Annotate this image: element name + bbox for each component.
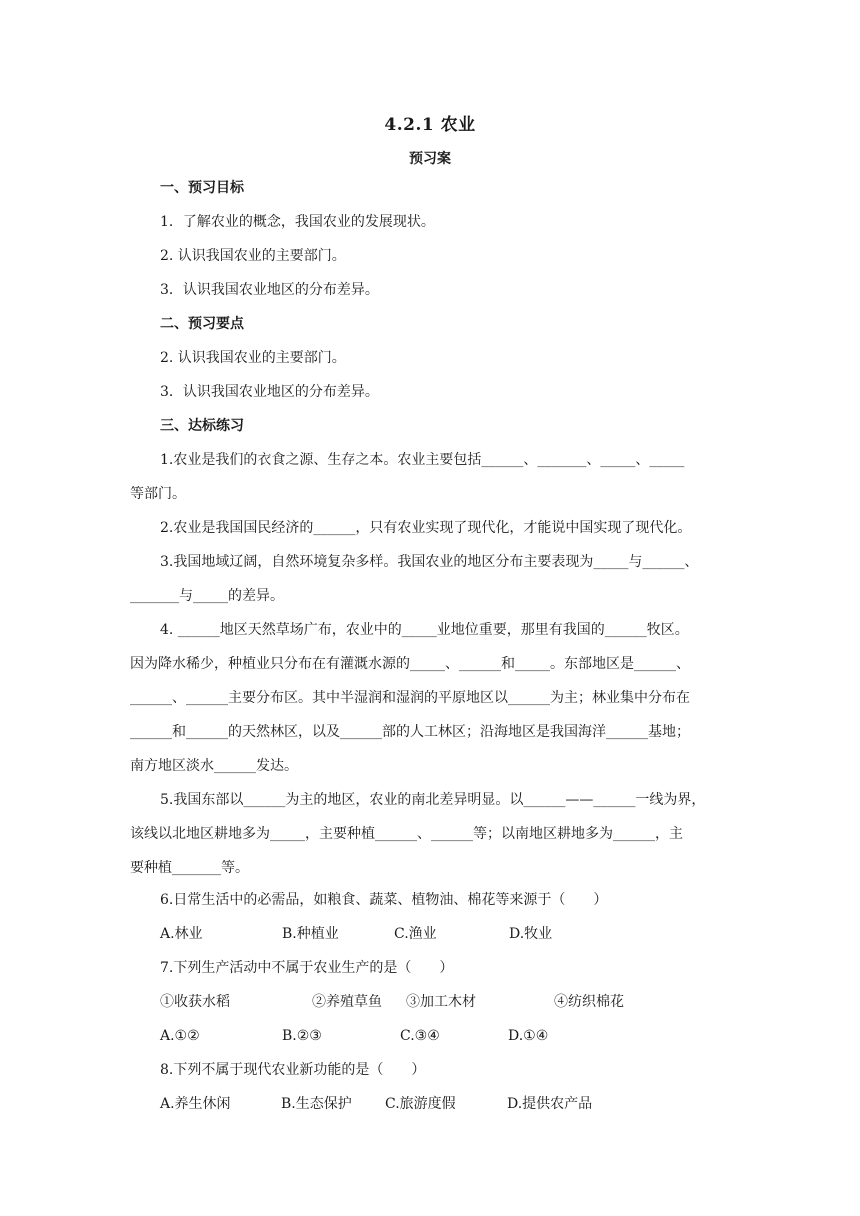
question-4-line: 4. ______地区天然草场广布，农业中的_____业地位重要，那里有我国的______牧区。 (160, 622, 689, 638)
question-6-stem: 6.日常生活中的必需品，如粮食、蔬菜、植物油、棉花等来源于（ ） (160, 892, 608, 908)
keypoint-item: 3．认识我国农业地区的分布差异。 (160, 384, 379, 400)
question-7-stem: 7.下列生产活动中不属于农业生产的是（ ） (160, 960, 454, 976)
question-7-items (160, 992, 624, 1012)
item-1: ①收获水稻 (160, 994, 230, 1010)
option-b: B.种植业 (282, 926, 339, 942)
option-d: D.牧业 (509, 926, 553, 942)
goal-item: 1．了解农业的概念，我国农业的发展现状。 (160, 214, 435, 230)
option-d: D.①④ (508, 1028, 549, 1044)
page-subtitle: 预习案 (409, 151, 451, 167)
page-title: 4.2.1 农业 (384, 115, 476, 135)
question-5-line: 该线以北地区耕地多为_____，主要种植______、______等；以南地区耕地多为______，主 (130, 826, 683, 842)
question-1-line: 1.农业是我们的衣食之源、生存之本。农业主要包括______、_______、_____、_____ (160, 452, 685, 468)
option-b: B.生态保护 (281, 1096, 352, 1112)
option-c: C.渔业 (394, 926, 437, 942)
goal-item: 2. 认识我国农业的主要部门。 (160, 248, 346, 264)
section-heading-goals: 一、预习目标 (160, 180, 244, 196)
question-7-options (160, 1026, 548, 1046)
keypoint-item: 2. 认识我国农业的主要部门。 (160, 350, 346, 366)
question-5-line: 要种植_______等。 (130, 860, 249, 876)
option-c: C.③④ (400, 1028, 440, 1044)
item-3: ③加工木材 (406, 994, 476, 1010)
question-4-line: 南方地区淡水______发达。 (130, 758, 298, 774)
section-heading-exercises: 三、达标练习 (160, 418, 244, 434)
item-2: ②养殖草鱼 (312, 994, 382, 1010)
question-8-stem: 8.下列不属于现代农业新功能的是（ ） (160, 1062, 426, 1078)
question-6-options (160, 924, 552, 944)
question-1-line: 等部门。 (130, 486, 186, 502)
section-heading-keypoints: 二、预习要点 (160, 316, 244, 332)
question-5-line: 5.我国东部以______为主的地区，农业的南北差异明显。以______——______一线为界， (160, 792, 706, 808)
option-a: A.林业 (160, 926, 203, 942)
item-4: ④纺织棉花 (554, 994, 624, 1010)
question-2-line: 2.农业是我国国民经济的______，只有农业实现了现代化，才能说中国实现了现代化。 (160, 520, 692, 536)
option-d: D.提供农产品 (507, 1096, 593, 1112)
question-3-line: _______与_____的差异。 (130, 588, 284, 604)
question-4-line: ______、______主要分布区。其中半湿润和湿润的平原地区以______为主；林业集中分布在 (130, 690, 690, 706)
question-4-line: ______和______的天然林区，以及______部的人工林区；沿海地区是我国海洋______基地； (130, 724, 690, 740)
question-3-line: 3.我国地域辽阔，自然环境复杂多样。我国农业的地区分布主要表现为_____与______、 (160, 554, 699, 570)
question-4-line: 因为降水稀少，种植业只分布在有灌溉水源的_____、______和_____。东部地区是______、 (130, 656, 690, 672)
option-a: A.养生休闲 (160, 1096, 231, 1112)
option-a: A.①② (160, 1028, 200, 1044)
goal-item: 3．认识我国农业地区的分布差异。 (160, 282, 379, 298)
option-b: B.②③ (282, 1028, 322, 1044)
question-8-options (160, 1094, 592, 1114)
option-c: C.旅游度假 (385, 1096, 456, 1112)
